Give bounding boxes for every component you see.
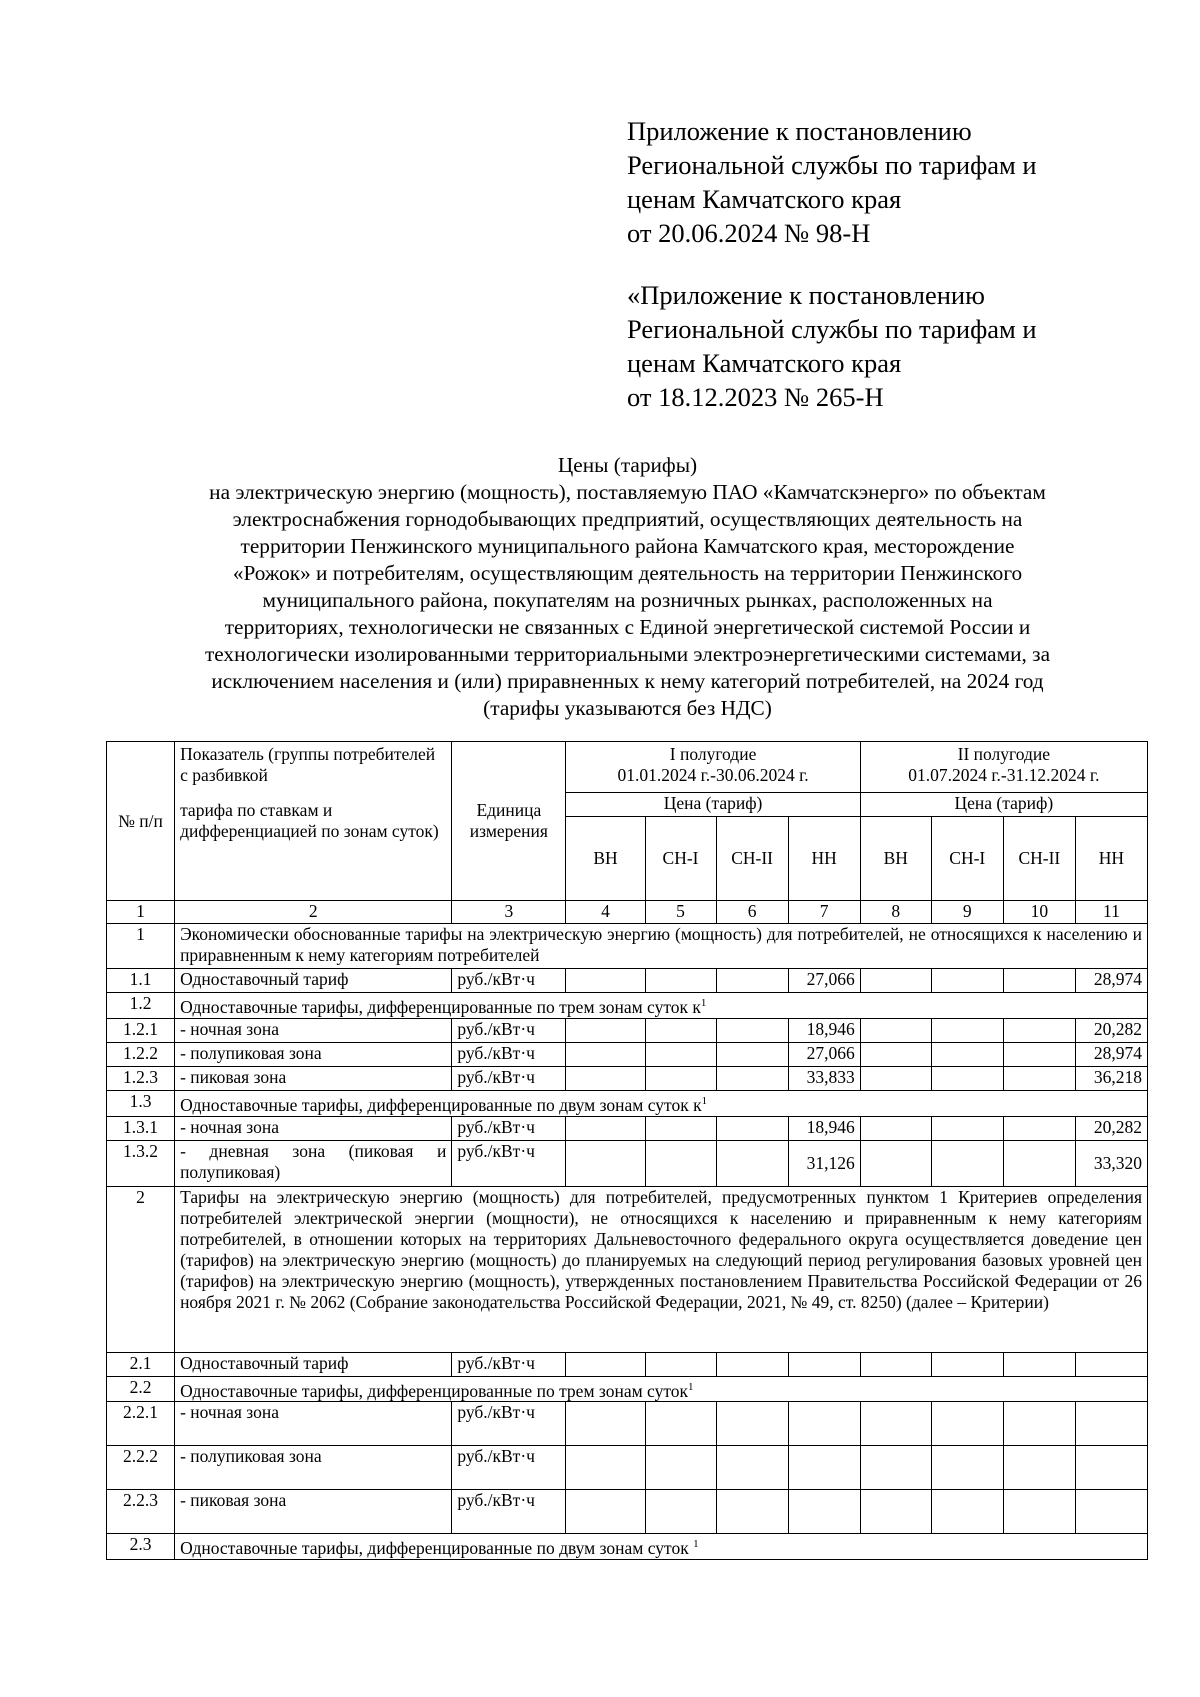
header-level: СН-I — [645, 817, 716, 901]
row-num: 1.2.1 — [107, 1018, 175, 1042]
title-line: электроснабжения горнодобывающих предприятий, осуществляющих деятельность на — [232, 507, 1023, 531]
column-number: 7 — [788, 901, 860, 924]
row-num: 1.2.2 — [107, 1042, 175, 1066]
row-num: 1.3.1 — [107, 1116, 175, 1140]
footnote-ref: 1 — [688, 1380, 694, 1393]
header-num: № п/п — [107, 742, 175, 901]
table-row — [107, 1352, 1148, 1376]
row-name: - полупиковая зона — [175, 1446, 452, 1490]
row-num: 2.1 — [107, 1352, 175, 1376]
subsection-label: Одноставочные тарифы, дифференцированные по трем зонам суток — [180, 1380, 688, 1401]
header-half1-title: I полугодие — [669, 744, 757, 764]
title-line: муниципального района, покупателям на розничных рынках, расположенных на — [262, 588, 993, 612]
row-num: 1.2 — [107, 993, 175, 1019]
appendix-line: ценам Камчатского края — [627, 184, 902, 214]
header-half2 — [860, 742, 1147, 793]
header-price-h1: Цена (тариф) — [566, 793, 860, 817]
value-h1-nn: 18,946 — [788, 1018, 860, 1042]
header-level: НН — [788, 817, 860, 901]
row-unit: руб./кВт·ч — [452, 1042, 566, 1066]
row-name: - пиковая зона — [175, 1490, 452, 1534]
appendix-line: от 20.06.2024 № 98-Н — [627, 218, 871, 248]
column-number: 8 — [860, 901, 931, 924]
column-number: 2 — [175, 901, 452, 924]
title-line: технологически изолированными территориальными электроэнергетическими системами, за — [204, 642, 1051, 666]
column-number: 4 — [566, 901, 645, 924]
row-num: 2 — [107, 1186, 175, 1352]
value-h1-nn: 18,946 — [788, 1116, 860, 1140]
row-unit: руб./кВт·ч — [452, 1352, 566, 1376]
subsection-row — [107, 1090, 1148, 1116]
section-row — [107, 924, 1148, 969]
table-row — [107, 1042, 1148, 1066]
value-h2-nn: 28,974 — [1075, 969, 1147, 993]
row-name: - ночная зона — [175, 1116, 452, 1140]
row-unit: руб./кВт·ч — [452, 1066, 566, 1090]
row-num: 2.2.2 — [107, 1446, 175, 1490]
appendix-line: «Приложение к постановлению — [627, 280, 985, 310]
table-header-row — [107, 742, 1148, 793]
appendix-line: от 18.12.2023 № 265-Н — [627, 382, 884, 412]
header-level: ВН — [566, 817, 645, 901]
table-row — [107, 969, 1148, 993]
subsection-text — [175, 1534, 1148, 1560]
appendix-header-original — [627, 278, 1147, 414]
row-name: - дневная зона (пиковая и полупиковая) — [175, 1140, 452, 1186]
table-row — [107, 1446, 1148, 1490]
column-number: 6 — [716, 901, 788, 924]
title-line: территории Пенжинского муниципального района Камчатского края, месторождение — [240, 534, 1015, 558]
table-row — [107, 1018, 1148, 1042]
section-text: Экономически обоснованные тарифы на электрическую энергию (мощность) для потребителей, не относящихся к населению и приравненным к нему категориям потребителей — [175, 924, 1148, 969]
appendix-line: Региональной службы по тарифам и — [627, 314, 1037, 344]
appendix-line: Приложение к постановлению — [627, 116, 972, 146]
subsection-row — [107, 1376, 1148, 1402]
header-price-h2: Цена (тариф) — [860, 793, 1147, 817]
title-line: исключением населения и (или) приравненных к нему категорий потребителей, на 2024 год — [211, 669, 1044, 693]
value-h1-nn: 31,126 — [788, 1140, 860, 1186]
table-row — [107, 1490, 1148, 1534]
title-heading: Цены (тарифы) — [557, 453, 698, 477]
title-line: «Рожок» и потребителям, осуществляющим деятельность на территории Пенжинского — [232, 561, 1023, 585]
appendix-line: Региональной службы по тарифам и — [627, 150, 1037, 180]
row-name: - ночная зона — [175, 1018, 452, 1042]
row-num: 1.3.2 — [107, 1140, 175, 1186]
footnote-ref: 1 — [701, 1094, 708, 1107]
header-level: НН — [1075, 817, 1147, 901]
title-line: на электрическую энергию (мощность), поставляемую ПАО «Камчатскэнерго» по объектам — [209, 480, 1046, 504]
title-line: территориях, технологически не связанных с Единой энергетической системой России и — [224, 615, 1031, 639]
value-h1-nn: 27,066 — [788, 969, 860, 993]
subsection-label: Одноставочные тарифы, дифференцированные по двум зонам суток к — [180, 1094, 702, 1115]
row-unit: руб./кВт·ч — [452, 1018, 566, 1042]
row-num: 2.2 — [107, 1376, 175, 1402]
row-name: - пиковая зона — [175, 1066, 452, 1090]
subsection-label: Одноставочные тарифы, дифференцированные по трем зонам суток к — [180, 996, 701, 1017]
header-half1-dates: 01.01.2024 г.-30.06.2024 г. — [617, 765, 809, 785]
column-number: 11 — [1075, 901, 1147, 924]
row-name: Одноставочный тариф — [175, 969, 452, 993]
value-h2-nn: 20,282 — [1075, 1116, 1147, 1140]
value-h2-nn: 36,218 — [1075, 1066, 1147, 1090]
header-level: СН-I — [931, 817, 1003, 901]
value-h1-nn: 27,066 — [788, 1042, 860, 1066]
header-unit: Единица измерения — [452, 742, 566, 901]
row-name: - ночная зона — [175, 1402, 452, 1446]
value-h2-nn: 28,974 — [1075, 1042, 1147, 1066]
row-unit: руб./кВт·ч — [452, 1402, 566, 1446]
header-indicator — [175, 742, 452, 901]
subsection-text — [175, 1090, 1148, 1116]
table-row — [107, 1402, 1148, 1446]
header-level: СН-II — [1003, 817, 1075, 901]
header-indicator-part: Показатель (группы потребителей с разбивкой — [180, 744, 436, 785]
row-unit: руб./кВт·ч — [452, 1446, 566, 1490]
column-number: 10 — [1003, 901, 1075, 924]
tariff-table — [106, 741, 1148, 1560]
subsection-label: Одноставочные тарифы, дифференцированные по двум зонам суток — [180, 1538, 694, 1559]
row-name: - полупиковая зона — [175, 1042, 452, 1066]
document-title — [140, 452, 1115, 722]
row-num: 2.3 — [107, 1534, 175, 1560]
column-number: 9 — [931, 901, 1003, 924]
footnote-ref: 1 — [693, 1538, 699, 1551]
header-half1 — [566, 742, 860, 793]
value-h2-nn: 33,320 — [1075, 1140, 1147, 1186]
value-h1-nn: 33,833 — [788, 1066, 860, 1090]
row-num: 1.1 — [107, 969, 175, 993]
row-num: 1 — [107, 924, 175, 969]
header-indicator-part: тарифа по ставкам и дифференциацией по зонам суток) — [180, 800, 439, 841]
table-row — [107, 1066, 1148, 1090]
subsection-row — [107, 993, 1148, 1019]
column-number: 1 — [107, 901, 175, 924]
row-num: 1.3 — [107, 1090, 175, 1116]
row-num: 2.2.1 — [107, 1402, 175, 1446]
header-half2-dates: 01.07.2024 г.-31.12.2024 г. — [908, 765, 1100, 785]
row-unit: руб./кВт·ч — [452, 969, 566, 993]
row-unit: руб./кВт·ч — [452, 1140, 566, 1186]
subsection-text — [175, 993, 1148, 1019]
title-line: (тарифы указываются без НДС) — [483, 696, 772, 720]
value-h2-nn: 20,282 — [1075, 1018, 1147, 1042]
header-level: СН-II — [716, 817, 788, 901]
row-num: 1.2.3 — [107, 1066, 175, 1090]
column-number-row — [107, 901, 1148, 924]
column-number: 3 — [452, 901, 566, 924]
subsection-text — [175, 1376, 1148, 1402]
table-row — [107, 1116, 1148, 1140]
table-row — [107, 1140, 1148, 1186]
subsection-row — [107, 1534, 1148, 1560]
section-text: Тарифы на электрическую энергию (мощность) для потребителей, предусмотренных пунктом 1 Критериев определения потребителей электрической энергии (мощности), не относящихся к населению и приравненным к нему категориям потребителей, в отношении которых на территориях Дальневосточного федерального округа осуществляется доведение цен (тарифов) на электрическую энергию (мощность) до планируемых на следующий период регулирования базовых уровней цен (тарифов) на электрическую энергию (мощность), утвержденных постановлением Правительства Российской Федерации от 26 ноября 2021 г. № 2062 (Собрание законодательства Российской Федерации, 2021, № 49, ст. 8250) (далее – Критерии) — [175, 1186, 1148, 1352]
appendix-line: ценам Камчатского края — [627, 348, 902, 378]
column-number: 5 — [645, 901, 716, 924]
section-row — [107, 1186, 1148, 1352]
header-half2-title: II полугодие — [957, 744, 1051, 764]
footnote-ref: 1 — [700, 997, 707, 1009]
header-level: ВН — [860, 817, 931, 901]
appendix-header-current — [627, 114, 1147, 250]
row-unit: руб./кВт·ч — [452, 1490, 566, 1534]
row-num: 2.2.3 — [107, 1490, 175, 1534]
row-unit: руб./кВт·ч — [452, 1116, 566, 1140]
row-name: Одноставочный тариф — [175, 1352, 452, 1376]
